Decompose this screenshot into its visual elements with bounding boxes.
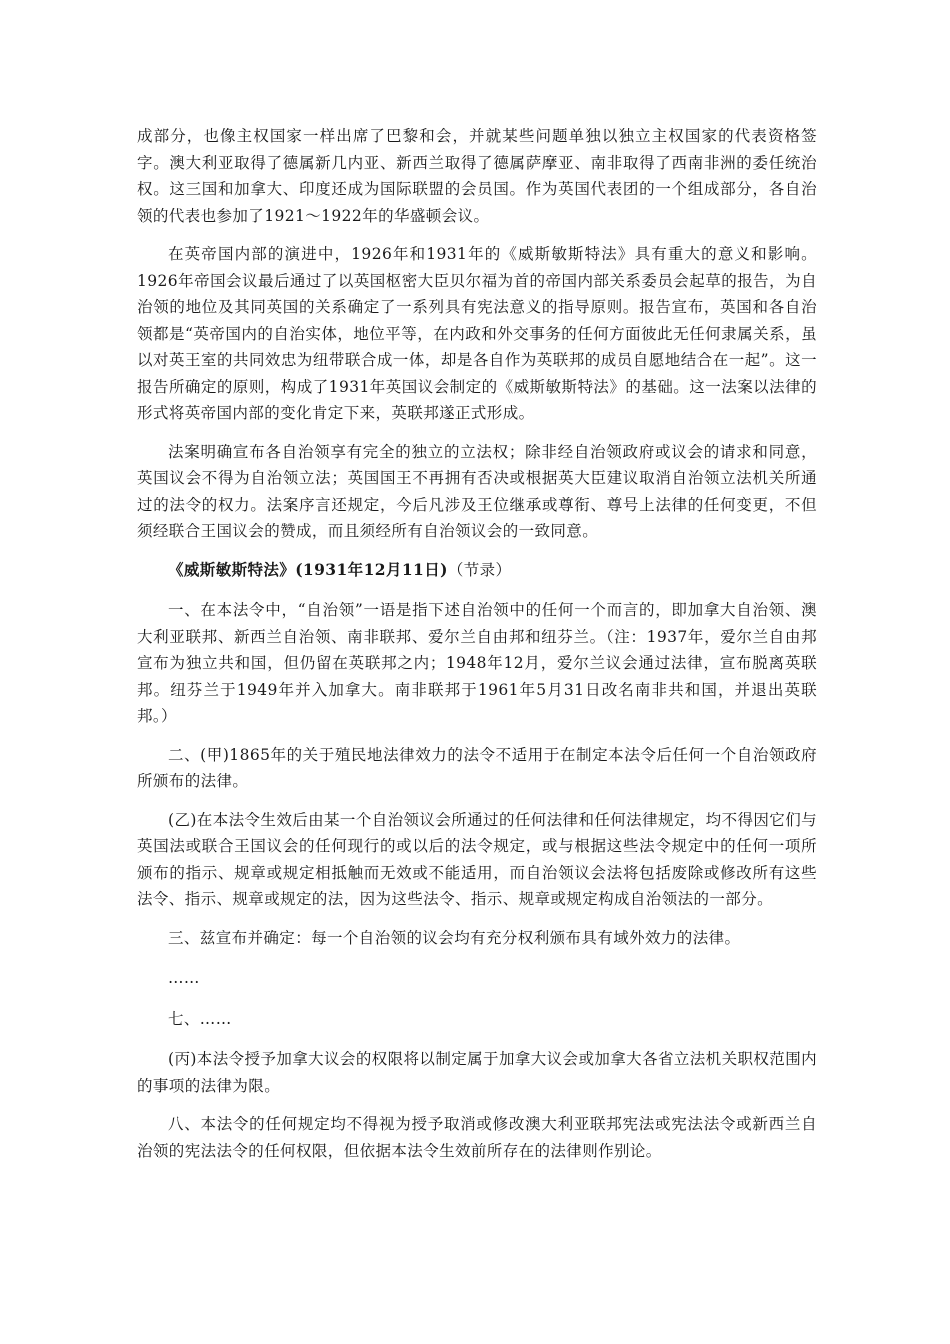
clause-seven: 七、…… — [168, 1009, 232, 1028]
document-page — [137, 123, 817, 1176]
clause-three: 三、兹宣布并确定：每一个自治领的议会均有充分权利颁布具有域外效力的法律。 — [168, 928, 741, 947]
section-heading-note: （节录） — [447, 560, 512, 579]
section-heading — [137, 557, 817, 584]
section-heading-title: 《威斯敏斯特法》(1931年12月11日) — [168, 559, 448, 579]
clause-two-b: (乙)在本法令生效后由某一个自治领议会所通过的任何法律和任何法律规定，均不得因它们与英国法或联合王国议会的任何现行的或以后的法令规定，或与根据这些法令规定中的任何一项所颁布的指示、规章或规定相抵触而无效或不能适用，而自治领议会法将包括废除或修改所有这些法令、指示、规章或规定的法，因为这些法令、指示、规章或规定构成自治领法的一部分。 — [137, 810, 817, 908]
ellipsis-line: …… — [168, 969, 200, 987]
clause-one: 一、在本法令中，“自治领”一语是指下述自治领中的任何一个而言的，即加拿大自治领、澳大利亚联邦、新西兰自治领、南非联邦、爱尔兰自由邦和纽芬兰。（注：1937年，爱尔兰自由邦宣布为独立共和国，但仍留在英联邦之内；1948年12月，爱尔兰议会通过法律，宣布脱离英联邦。纽芬兰于1949年并入加拿大。南非联邦于1961年5月31日改名南非共和国，并退出英联邦。） — [137, 601, 817, 725]
clause-two-a: 二、(甲)1865年的关于殖民地法律效力的法令不适用于在制定本法令后任何一个自治领政府所颁布的法律。 — [137, 745, 817, 790]
clause-eight: 八、本法令的任何规定均不得视为授予取消或修改澳大利亚联邦宪法或宪法法令或新西兰自治领的宪法法令的任何权限，但依据本法令生效前所存在的法律则作别论。 — [137, 1115, 817, 1160]
paragraph-continuation: 成部分，也像主权国家一样出席了巴黎和会，并就某些问题单独以独立主权国家的代表资格签字。澳大利亚取得了德属新几内亚、新西兰取得了德属萨摩亚、南非取得了西南非洲的委任统治权。这三国和加拿大、印度还成为国际联盟的会员国。作为英国代表团的一个组成部分，各自治领的代表也参加了1921～1922年的华盛顿会议。 — [137, 127, 817, 225]
paragraph-act-provisions: 法案明确宣布各自治领享有完全的独立的立法权；除非经自治领政府或议会的请求和同意，英国议会不得为自治领立法；英国国王不再拥有否决或根据英大臣建议取消自治领立法机关所通过的法令的权力。法案序言还规定，今后凡涉及王位继承或尊衔、尊号上法律的任何变更，不但须经联合王国议会的赞成，而且须经所有自治领议会的一致同意。 — [137, 442, 817, 540]
clause-seven-c: (丙)本法令授予加拿大议会的权限将以制定属于加拿大议会或加拿大各省立法机关职权范围内的事项的法律为限。 — [137, 1050, 817, 1095]
paragraph-commonwealth-evolution: 在英帝国内部的演进中，1926年和1931年的《威斯敏斯特法》具有重大的意义和影响。1926年帝国会议最后通过了以英国枢密大臣贝尔福为首的帝国内部关系委员会起草的报告，为自治领的地位及其同英国的关系确定了一系列具有宪法意义的指导原则。报告宣布，英国和各自治领都是“英帝国内的自治实体，地位平等，在内政和外交事务的任何方面彼此无任何隶属关系，虽以对英王室的共同效忠为纽带联合成一体，却是各自作为英联邦的成员自愿地结合在一起”。这一报告所确定的原则，构成了1931年英国议会制定的《威斯敏斯特法》的基础。这一法案以法律的形式将英帝国内部的变化肯定下来，英联邦遂正式形成。 — [137, 245, 817, 422]
